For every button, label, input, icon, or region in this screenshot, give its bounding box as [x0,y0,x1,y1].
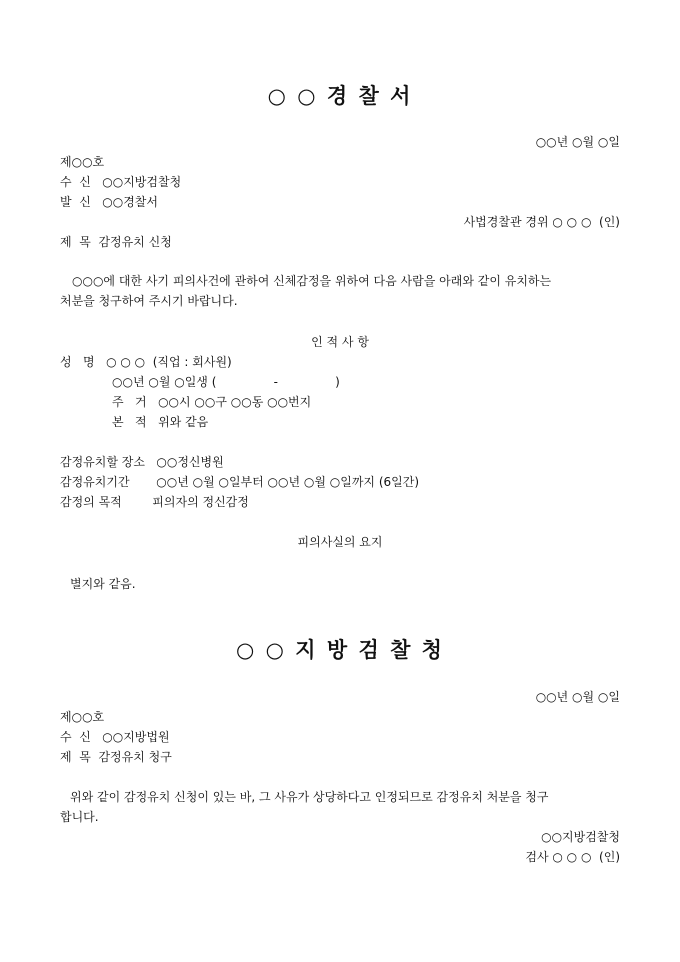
police-sender: 발 신 ○○경찰서 [60,195,158,209]
personal-info-title: 인 적 사 항 [311,335,369,349]
police-body-line1: ○○○에 대한 사기 피의사건에 관하여 신체감정을 위하여 다음 사람을 아래와 같이 유치하는 [72,274,552,288]
police-date: ○○년 ○월 ○일 [535,135,620,149]
summary-title: 피의사실의 요지 [297,535,383,549]
prosecution-body-line1: 위와 같이 감정유치 신청이 있는 바, 그 사유가 상당하다고 인정되므로 감정유치 처분을 청구 [70,790,549,804]
domicile-row: 본 적 위와 같음 [112,415,209,429]
detention-period-row: 감정유치기간 ○○년 ○월 ○일부터 ○○년 ○월 ○일까지 (6일간) [60,475,420,489]
police-doc-no: 제○○호 [60,155,105,169]
detention-place-row: 감정유치할 장소 ○○정신병원 [60,455,224,469]
prosecutor-signature: 검사 ○ ○ ○ (인) [525,850,620,864]
prosecution-body-line2: 합니다. [60,810,99,824]
summary-text: 별지와 같음. [70,577,136,591]
prosecution-title: ○ ○ 지 방 검 찰 청 [236,637,444,662]
birth-row: ○○년 ○월 ○일생 ( - ) [112,375,340,389]
name-row: 성 명 ○ ○ ○ (직업 : 회사원) [60,355,232,369]
prosecution-subject: 제 목 감정유치 청구 [60,750,172,764]
prosecution-date: ○○년 ○월 ○일 [535,690,620,704]
police-title: ○ ○ 경 찰 서 [267,83,413,108]
police-recipient: 수 신 ○○지방검찰청 [60,175,182,189]
appraisal-purpose-row: 감정의 목적 피의자의 정신감정 [60,495,249,509]
police-officer: 사법경찰관 경위 ○ ○ ○ (인) [463,215,620,229]
prosecution-office: ○○지방검찰청 [541,830,620,844]
police-body-line2: 처분을 청구하여 주시기 바랍니다. [60,294,238,308]
prosecution-recipient: 수 신 ○○지방법원 [60,730,170,744]
prosecution-doc-no: 제○○호 [60,710,105,724]
address-row: 주 거 ○○시 ○○구 ○○동 ○○번지 [112,395,312,409]
police-subject: 제 목 감정유치 신청 [60,235,172,249]
